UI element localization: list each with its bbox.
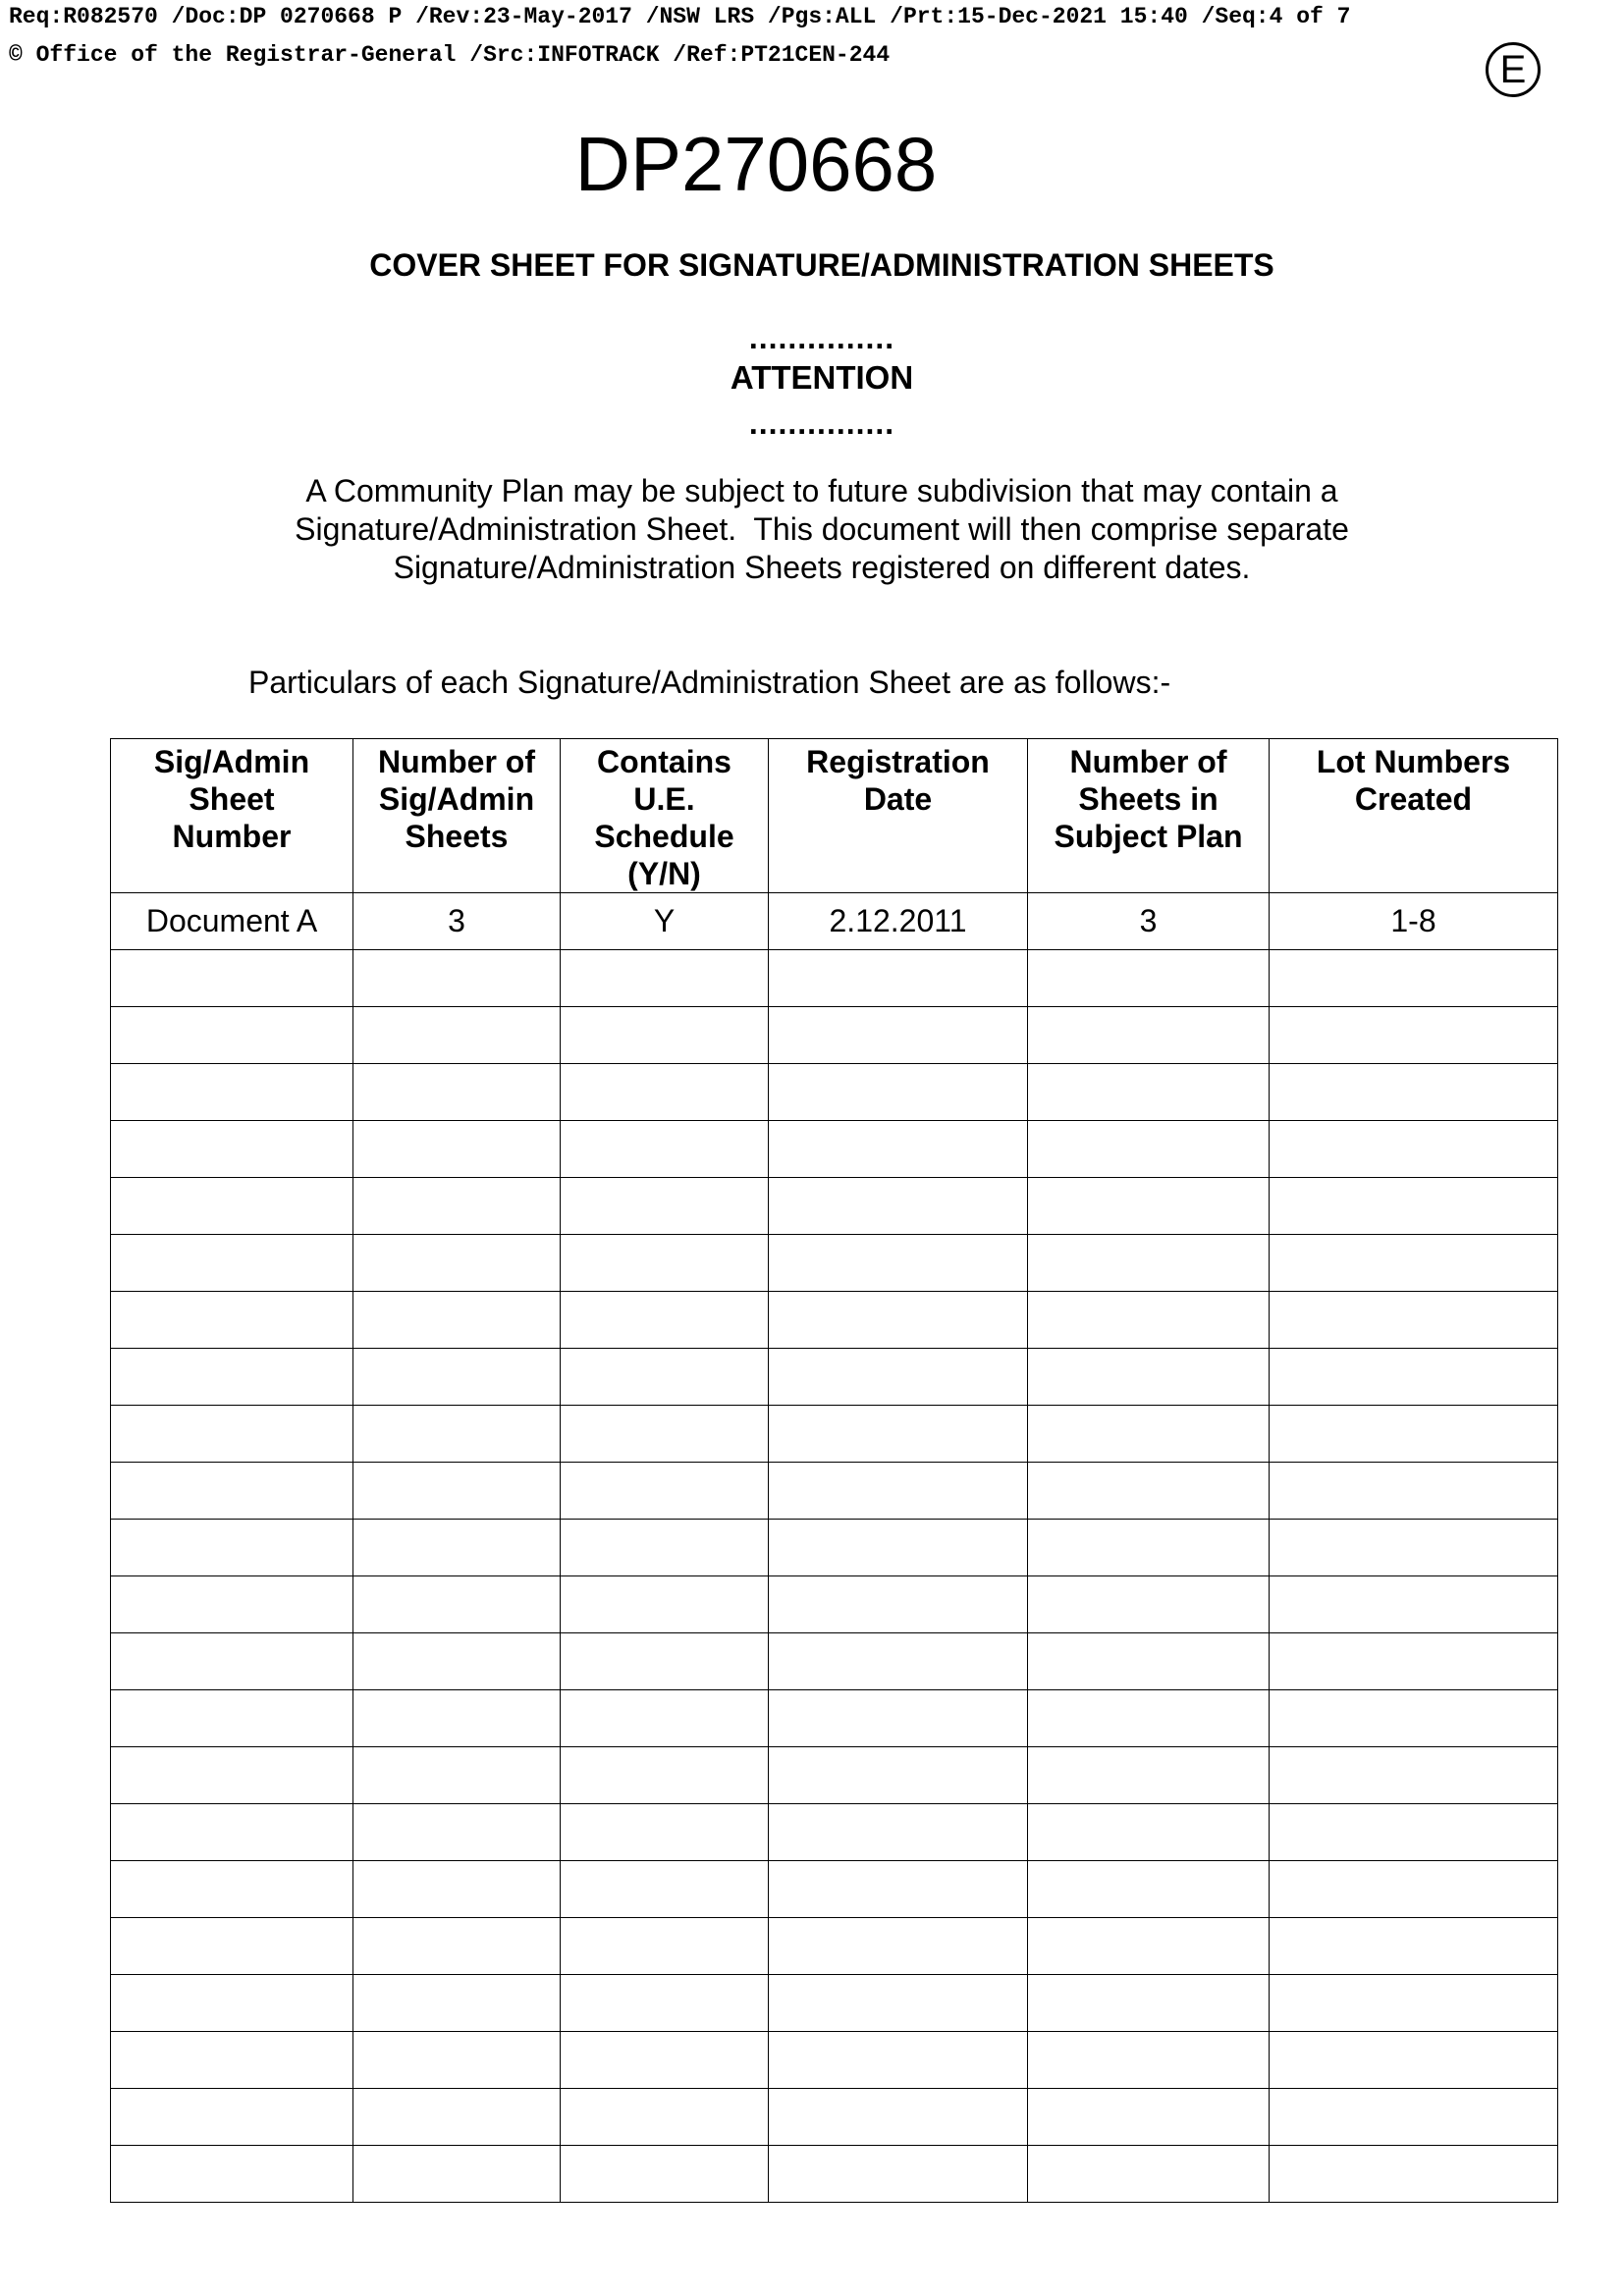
- table-cell-number-of-sheets: [353, 1235, 561, 1292]
- table-cell-sheets-in-subject-plan: [1028, 1918, 1270, 1975]
- table-cell-sheets-in-subject-plan: [1028, 1633, 1270, 1690]
- table-row: [111, 1747, 1558, 1804]
- table-row: [111, 1121, 1558, 1178]
- table-cell-lot-numbers-created: [1270, 1975, 1558, 2032]
- table-cell-lot-numbers-created: [1270, 1349, 1558, 1406]
- table-cell-sheets-in-subject-plan: [1028, 1007, 1270, 1064]
- table-cell-number-of-sheets: [353, 1406, 561, 1463]
- table-cell-number-of-sheets: [353, 1349, 561, 1406]
- column-header-sheets-in-subject-plan: [1028, 739, 1270, 893]
- column-header-number-of-sheets: [353, 739, 561, 893]
- table-row: [111, 1292, 1558, 1349]
- community-plan-notice: [0, 472, 1624, 587]
- request-header-line: Req:R082570 /Doc:DP 0270668 P /Rev:23-May-2017 /NSW LRS /Pgs:ALL /Prt:15-Dec-2021 15:40 /Seq:4 of 7: [9, 4, 1351, 29]
- table-cell-sheet-number: [111, 1633, 353, 1690]
- table-row: [111, 1463, 1558, 1520]
- table-cell-registration-date: [769, 1804, 1028, 1861]
- table-cell-lot-numbers-created: [1270, 1747, 1558, 1804]
- table-cell-sheet-number: [111, 1121, 353, 1178]
- table-cell-lot-numbers-created: [1270, 2032, 1558, 2089]
- table-cell-sheets-in-subject-plan: [1028, 1690, 1270, 1747]
- table-cell-registration-date: [769, 1520, 1028, 1576]
- table-cell-number-of-sheets: [353, 1064, 561, 1121]
- table-cell-number-of-sheets: 3: [353, 893, 561, 950]
- table-cell-registration-date: [769, 1975, 1028, 2032]
- table-cell-sheets-in-subject-plan: [1028, 950, 1270, 1007]
- table-cell-contains-ue-schedule: [561, 1861, 769, 1918]
- table-cell-contains-ue-schedule: [561, 1804, 769, 1861]
- table-cell-lot-numbers-created: [1270, 1804, 1558, 1861]
- table-cell-lot-numbers-created: [1270, 950, 1558, 1007]
- table-cell-number-of-sheets: [353, 1975, 561, 2032]
- table-header-row: [111, 739, 1558, 893]
- column-header-line: Schedule: [594, 819, 734, 854]
- table-cell-registration-date: [769, 1576, 1028, 1633]
- table-cell-sheet-number: [111, 2089, 353, 2146]
- table-row: [111, 1975, 1558, 2032]
- column-header-line: U.E.: [633, 781, 695, 817]
- table-cell-sheets-in-subject-plan: [1028, 1747, 1270, 1804]
- table-cell-lot-numbers-created: [1270, 1576, 1558, 1633]
- table-row: [111, 1235, 1558, 1292]
- table-cell-registration-date: [769, 1406, 1028, 1463]
- table-row: [111, 1576, 1558, 1633]
- table-cell-lot-numbers-created: 1-8: [1270, 893, 1558, 950]
- table-cell-number-of-sheets: [353, 1861, 561, 1918]
- table-cell-sheet-number: [111, 1064, 353, 1121]
- table-row: [111, 1633, 1558, 1690]
- table-cell-sheets-in-subject-plan: [1028, 1463, 1270, 1520]
- column-header-line: Registration: [806, 744, 990, 779]
- column-header-registration-date: [769, 739, 1028, 893]
- table-cell-registration-date: [769, 1007, 1028, 1064]
- column-header-sheet-number: [111, 739, 353, 893]
- dotted-separator-bottom: ...............: [748, 405, 895, 441]
- table-cell-number-of-sheets: [353, 1292, 561, 1349]
- column-header-line: Sheets in: [1078, 781, 1218, 817]
- table-row: [111, 1520, 1558, 1576]
- table-cell-lot-numbers-created: [1270, 1690, 1558, 1747]
- table-cell-contains-ue-schedule: [561, 1064, 769, 1121]
- table-cell-registration-date: [769, 1633, 1028, 1690]
- table-cell-lot-numbers-created: [1270, 2089, 1558, 2146]
- column-header-line: Lot Numbers: [1316, 744, 1511, 779]
- table-cell-number-of-sheets: [353, 1520, 561, 1576]
- table-cell-sheets-in-subject-plan: [1028, 1520, 1270, 1576]
- table-row: [111, 1690, 1558, 1747]
- table-cell-sheets-in-subject-plan: [1028, 2146, 1270, 2203]
- table-cell-lot-numbers-created: [1270, 1633, 1558, 1690]
- table-cell-lot-numbers-created: [1270, 1064, 1558, 1121]
- particulars-intro: Particulars of each Signature/Administration Sheet are as follows:-: [248, 665, 1171, 700]
- table-cell-sheet-number: [111, 1463, 353, 1520]
- table-cell-contains-ue-schedule: [561, 2146, 769, 2203]
- table-cell-lot-numbers-created: [1270, 1463, 1558, 1520]
- table-cell-registration-date: [769, 1861, 1028, 1918]
- table-cell-number-of-sheets: [353, 1121, 561, 1178]
- table-cell-contains-ue-schedule: [561, 1690, 769, 1747]
- column-header-line: Created: [1354, 781, 1473, 817]
- table-cell-sheet-number: Document A: [111, 893, 353, 950]
- table-cell-sheets-in-subject-plan: [1028, 1406, 1270, 1463]
- table-cell-registration-date: [769, 1064, 1028, 1121]
- table-cell-contains-ue-schedule: [561, 1747, 769, 1804]
- table-cell-contains-ue-schedule: [561, 1178, 769, 1235]
- table-cell-sheet-number: [111, 1804, 353, 1861]
- table-cell-lot-numbers-created: [1270, 1406, 1558, 1463]
- table-cell-contains-ue-schedule: [561, 950, 769, 1007]
- column-header-line: Subject Plan: [1054, 819, 1243, 854]
- table-cell-sheet-number: [111, 1690, 353, 1747]
- column-header-line: Sig/Admin: [153, 744, 310, 779]
- table-row: [111, 950, 1558, 1007]
- table-cell-number-of-sheets: [353, 1576, 561, 1633]
- dotted-separator-top: ...............: [748, 320, 895, 355]
- table-cell-sheet-number: [111, 1349, 353, 1406]
- attention-heading: ATTENTION: [730, 359, 914, 396]
- table-cell-contains-ue-schedule: [561, 1463, 769, 1520]
- table-cell-registration-date: [769, 1178, 1028, 1235]
- table-cell-registration-date: [769, 1235, 1028, 1292]
- copyright-source-line: © Office of the Registrar-General /Src:INFOTRACK /Ref:PT21CEN-244: [9, 42, 891, 68]
- table-cell-sheets-in-subject-plan: [1028, 1121, 1270, 1178]
- table-cell-sheet-number: [111, 1007, 353, 1064]
- table-cell-registration-date: [769, 1918, 1028, 1975]
- table-cell-contains-ue-schedule: [561, 1520, 769, 1576]
- table-row: [111, 1064, 1558, 1121]
- table-cell-number-of-sheets: [353, 950, 561, 1007]
- table-cell-lot-numbers-created: [1270, 1861, 1558, 1918]
- table-cell-registration-date: [769, 2032, 1028, 2089]
- table-cell-sheet-number: [111, 950, 353, 1007]
- table-row: [111, 1178, 1558, 1235]
- table-cell-sheets-in-subject-plan: [1028, 1064, 1270, 1121]
- column-header-line: Date: [863, 781, 933, 817]
- table-cell-lot-numbers-created: [1270, 1292, 1558, 1349]
- table-cell-number-of-sheets: [353, 1463, 561, 1520]
- table-cell-sheets-in-subject-plan: [1028, 1861, 1270, 1918]
- table-row: [111, 1007, 1558, 1064]
- table-cell-lot-numbers-created: [1270, 1007, 1558, 1064]
- table-cell-sheet-number: [111, 1747, 353, 1804]
- column-header-line: Contains: [597, 744, 731, 779]
- table-cell-registration-date: [769, 1349, 1028, 1406]
- table-cell-number-of-sheets: [353, 2032, 561, 2089]
- column-header-line: Sheets: [405, 819, 509, 854]
- table-cell-sheets-in-subject-plan: 3: [1028, 893, 1270, 950]
- table-cell-sheets-in-subject-plan: [1028, 1178, 1270, 1235]
- table-cell-registration-date: [769, 1463, 1028, 1520]
- table-cell-registration-date: [769, 2146, 1028, 2203]
- table-cell-number-of-sheets: [353, 2146, 561, 2203]
- table-cell-sheet-number: [111, 1576, 353, 1633]
- table-row: [111, 1804, 1558, 1861]
- table-cell-sheet-number: [111, 2146, 353, 2203]
- table-row: [111, 2032, 1558, 2089]
- table-cell-contains-ue-schedule: [561, 1918, 769, 1975]
- document-id: DP270668: [574, 121, 938, 207]
- table-cell-sheets-in-subject-plan: [1028, 1349, 1270, 1406]
- table-cell-sheet-number: [111, 1918, 353, 1975]
- table-cell-sheets-in-subject-plan: [1028, 2032, 1270, 2089]
- table-cell-sheets-in-subject-plan: [1028, 1975, 1270, 2032]
- table-cell-lot-numbers-created: [1270, 1235, 1558, 1292]
- table-cell-sheets-in-subject-plan: [1028, 1292, 1270, 1349]
- table-cell-lot-numbers-created: [1270, 1918, 1558, 1975]
- table-cell-registration-date: [769, 950, 1028, 1007]
- table-cell-sheet-number: [111, 1861, 353, 1918]
- table-cell-sheets-in-subject-plan: [1028, 1576, 1270, 1633]
- table-cell-contains-ue-schedule: [561, 1292, 769, 1349]
- table-cell-registration-date: [769, 2089, 1028, 2146]
- notice-line: Signature/Administration Sheets registered on different dates.: [393, 550, 1251, 585]
- table-cell-sheet-number: [111, 1292, 353, 1349]
- table-cell-contains-ue-schedule: [561, 1007, 769, 1064]
- table-cell-registration-date: [769, 1121, 1028, 1178]
- table-cell-lot-numbers-created: [1270, 2146, 1558, 2203]
- table-body: [111, 893, 1558, 2203]
- table-cell-lot-numbers-created: [1270, 1121, 1558, 1178]
- table-cell-sheet-number: [111, 1975, 353, 2032]
- table-cell-number-of-sheets: [353, 1178, 561, 1235]
- table-row: [111, 893, 1558, 950]
- table-cell-contains-ue-schedule: [561, 2089, 769, 2146]
- edition-badge: E: [1486, 42, 1541, 97]
- table-row: [111, 1918, 1558, 1975]
- table-cell-number-of-sheets: [353, 1633, 561, 1690]
- table-cell-lot-numbers-created: [1270, 1520, 1558, 1576]
- table-cell-number-of-sheets: [353, 1747, 561, 1804]
- table-cell-number-of-sheets: [353, 1918, 561, 1975]
- cover-sheet-title: COVER SHEET FOR SIGNATURE/ADMINISTRATION SHEETS: [369, 247, 1274, 283]
- column-header-lot-numbers-created: [1270, 739, 1558, 893]
- table-cell-sheets-in-subject-plan: [1028, 1804, 1270, 1861]
- table-row: [111, 1406, 1558, 1463]
- table-cell-sheet-number: [111, 1235, 353, 1292]
- notice-line: Signature/Administration Sheet. This document will then comprise separate: [295, 511, 1349, 547]
- table-cell-contains-ue-schedule: [561, 1406, 769, 1463]
- notice-line: A Community Plan may be subject to future subdivision that may contain a: [305, 473, 1338, 508]
- table-cell-sheets-in-subject-plan: [1028, 1235, 1270, 1292]
- table-row: [111, 2089, 1558, 2146]
- table-cell-number-of-sheets: [353, 1804, 561, 1861]
- table-cell-sheets-in-subject-plan: [1028, 2089, 1270, 2146]
- table-cell-number-of-sheets: [353, 2089, 561, 2146]
- table-cell-contains-ue-schedule: [561, 1349, 769, 1406]
- table-cell-sheet-number: [111, 1520, 353, 1576]
- table-cell-number-of-sheets: [353, 1007, 561, 1064]
- table-cell-sheet-number: [111, 1406, 353, 1463]
- table-cell-registration-date: [769, 1690, 1028, 1747]
- column-header-line: Number: [172, 819, 292, 854]
- column-header-line: Number of: [1069, 744, 1227, 779]
- table-cell-sheet-number: [111, 2032, 353, 2089]
- column-header-line: Sig/Admin: [378, 781, 535, 817]
- table-row: [111, 1861, 1558, 1918]
- column-header-line: (Y/N): [627, 856, 701, 891]
- table-row: [111, 1349, 1558, 1406]
- table-cell-contains-ue-schedule: [561, 2032, 769, 2089]
- table-cell-contains-ue-schedule: [561, 1633, 769, 1690]
- table-cell-registration-date: [769, 1292, 1028, 1349]
- table-cell-contains-ue-schedule: [561, 1121, 769, 1178]
- table-cell-sheet-number: [111, 1178, 353, 1235]
- table-cell-contains-ue-schedule: [561, 1975, 769, 2032]
- table-row: [111, 2146, 1558, 2203]
- table-cell-registration-date: [769, 1747, 1028, 1804]
- table-cell-lot-numbers-created: [1270, 1178, 1558, 1235]
- table-cell-contains-ue-schedule: [561, 1576, 769, 1633]
- column-header-line: Sheet: [189, 781, 275, 817]
- table-cell-number-of-sheets: [353, 1690, 561, 1747]
- table-cell-contains-ue-schedule: Y: [561, 893, 769, 950]
- signature-admin-sheets-table: [110, 738, 1558, 2203]
- table-cell-contains-ue-schedule: [561, 1235, 769, 1292]
- column-header-contains-ue-schedule: [561, 739, 769, 893]
- column-header-line: Number of: [378, 744, 535, 779]
- table-cell-registration-date: 2.12.2011: [769, 893, 1028, 950]
